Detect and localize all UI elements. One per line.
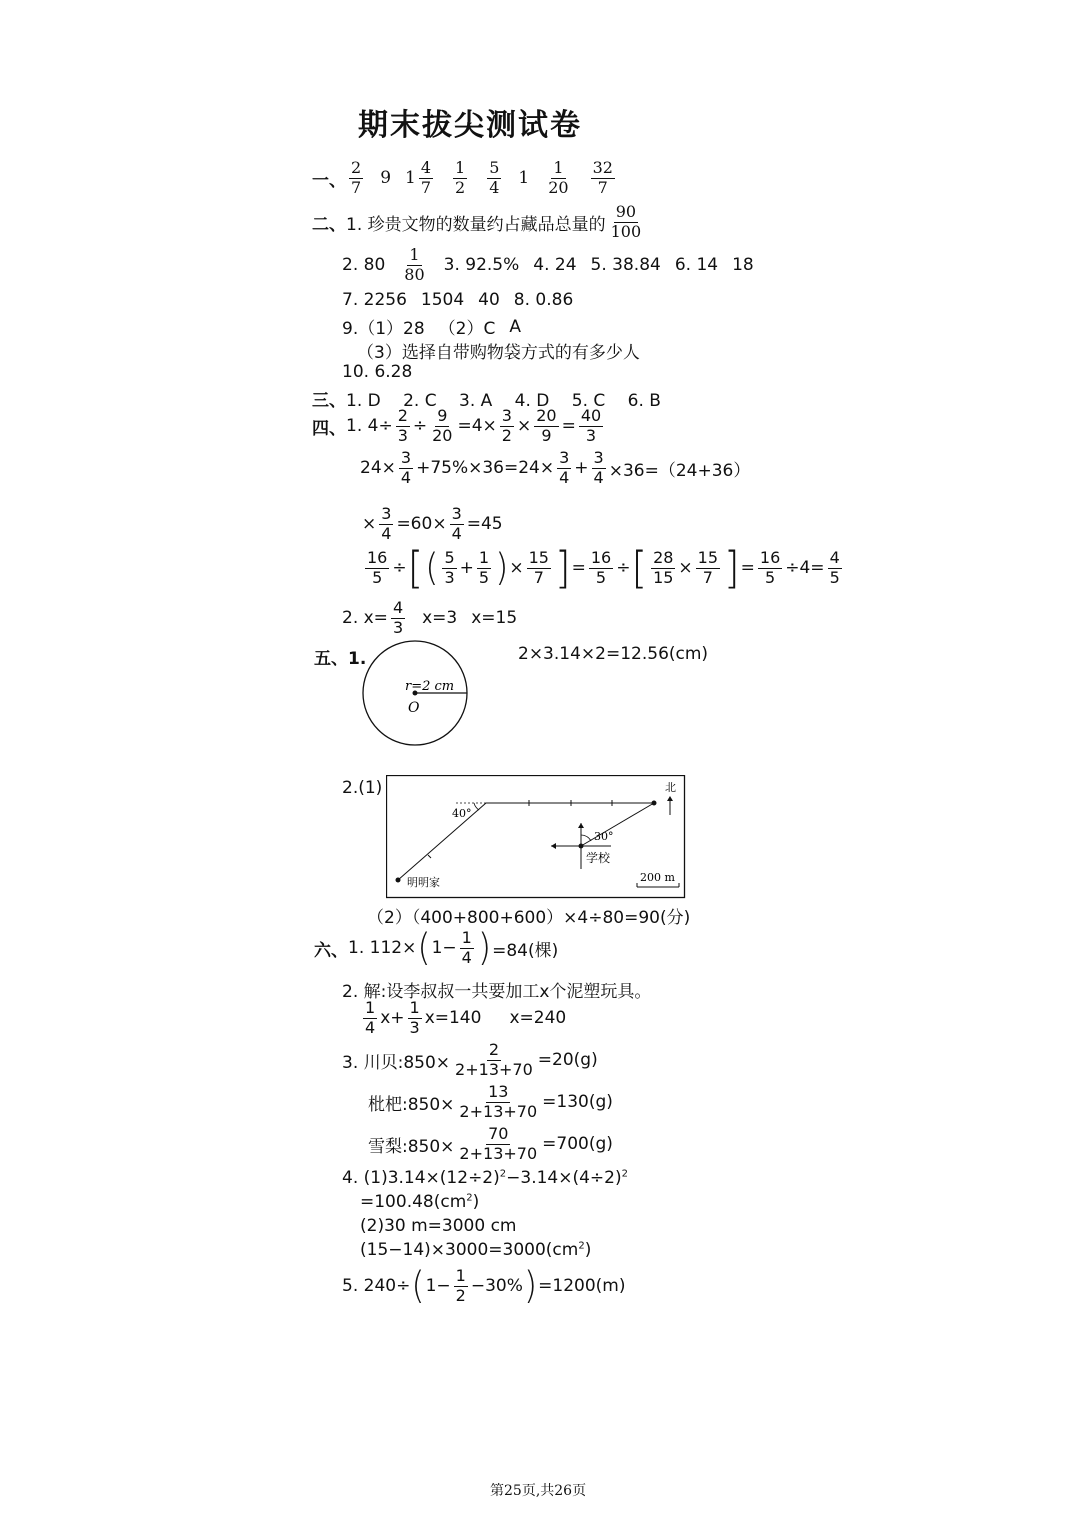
circle-diagram [360, 636, 480, 756]
scale-label: 200 m [640, 871, 675, 884]
section-2-q1 [312, 204, 646, 241]
section-6-q4a: 4. $(1)3.14\times(12\div 2)^2-3.14\times(4\div 2)^2$ [342, 1168, 628, 1188]
section-6-q1: 六、 1. 112× ( 1− $\frac{1}{4}$ ) =84(棵) [314, 926, 559, 971]
section-1-label: 一、 [312, 170, 346, 191]
section-6-q2: 2. 解:设李叔叔一共要加工x个泥塑玩具。 [342, 982, 652, 1002]
section-4-line3: × $\frac{3}{4}$ =60× $\frac{3}{4}$ =45 [362, 504, 503, 543]
section-4-line1: 四、 1. 4÷ $\frac{2}{3}$ ÷ $\frac{9}{20}$ =4× $\frac{3}{2}$ × $\frac{20}{9}$ = $\frac{40}{3}$ [312, 406, 602, 445]
answer: 2. 80 [342, 255, 386, 276]
home-label: 明明家 [407, 876, 440, 889]
section-6-q2-eq: $\frac{1}{4}$ x+ $\frac{1}{3}$ x=140 x=240 [365, 998, 567, 1037]
answer: （2）C [438, 319, 496, 339]
section-6-q3a: 3. 川贝:850× $\frac{2}{2+13+70}$ =20(g) [342, 1040, 598, 1079]
section-6-label: 六、 [314, 940, 348, 961]
section-6-q5: 5. 240÷ ( 1− $\frac{1}{2}$ −30% ) =1200(m) [342, 1264, 626, 1309]
section-5-q2: 2.(1) [342, 778, 383, 798]
section-2-q7-8 [342, 290, 573, 310]
section-6-q4c: (2)30 m=3000 cm [360, 1216, 517, 1236]
section-4-line2: 24× $\frac{3}{4}$ +75%×36=24× $\frac{3}{4}$ + $\frac{3}{4}$ ×36=（24+36） [360, 448, 751, 487]
section-3-label: 三、 [312, 391, 346, 411]
answer: 3. 92.5% [443, 255, 520, 276]
answer-frac: $\frac{2}{7}$ [351, 158, 362, 197]
answer: 5. 38.84 [590, 255, 661, 276]
section-1 [312, 160, 618, 197]
north-label: 北 [665, 781, 676, 794]
answer: 6. 14 [674, 255, 719, 276]
page-title: 期末拔尖测试卷 [358, 108, 582, 143]
answer: 9 [380, 168, 392, 189]
route-map [386, 775, 686, 899]
section-6-q4b: $=100.48(cm^2)$ [360, 1192, 480, 1212]
answer-frac: $\frac{32}{7}$ [592, 158, 613, 197]
answer-frac: $\frac{1}{2}$ [455, 158, 466, 197]
answer: 8. 0.86 [513, 290, 574, 310]
answer: 1504 [420, 290, 465, 310]
answer-text: 1. 珍贵文物的数量约占藏品总量的 [346, 214, 606, 235]
answer-frac: $\frac{90}{100}$ [610, 202, 642, 241]
section-2-q9 [342, 314, 521, 339]
section-4-q2: 2. x= $\frac{4}{3}$ x=3 x=15 [342, 598, 518, 637]
answer-frac: $\frac{1}{80}$ [404, 245, 425, 284]
section-5-q2-answer: （2）（400+800+600）×4÷80=90(分) [367, 908, 691, 928]
section-5-label: 五、1. [314, 649, 367, 669]
section-6-q4d: $(15-14)\times 3000=3000(cm^2)$ [360, 1240, 592, 1260]
answer-frac: $\frac{5}{4}$ [489, 158, 500, 197]
section-2-q2-6 [342, 247, 754, 284]
angle-40-label: 40° [452, 807, 472, 820]
section-4-label: 四、 [312, 418, 346, 439]
answer: 7. 2256 [342, 290, 407, 310]
answer: 18 [732, 255, 754, 276]
page-footer: 第25页,共26页 [490, 1483, 587, 1499]
radius-label: r=2 cm [405, 679, 455, 694]
answer: 4. 24 [533, 255, 577, 276]
section-2-label: 二、 [312, 214, 346, 235]
answer: A [509, 316, 521, 337]
angle-30-label: 30° [594, 830, 614, 843]
section-6-q3b: 枇杷:850× $\frac{13}{2+13+70}$ =130(g) [368, 1082, 613, 1121]
circumference-calc: 2×3.14×2=12.56(cm) [518, 644, 709, 664]
school-label: 学校 [586, 851, 611, 865]
center-label: O [408, 700, 420, 716]
section-6-q3c: 雪梨:850× $\frac{70}{2+13+70}$ =700(g) [368, 1124, 613, 1163]
answer: （3）选择自带购物袋方式的有多少人 [357, 343, 640, 363]
answer: 1 [518, 168, 530, 189]
section-4-line4: $\frac{16}{5}$ ÷ [ ( $\frac{5}{3}$ + $\frac{1}{5}$ ) × $\frac{15}{7}$ ] = $\frac{16}{5}$ ÷ [ $\frac{28}{15}$ × $\frac{15}{7}$ ] = $\frac{16}{5}$ ÷4= $\frac{4}{5}$ [367, 542, 840, 594]
answer: 10. 6.28 [342, 362, 413, 382]
answer-frac: $\frac{1}{20}$ [548, 158, 569, 197]
answer: 1. D 2. C 3. A 4. D 5. C 6. B [346, 391, 661, 411]
answer-mixed: 1 $\frac{4}{7}$ [405, 158, 432, 197]
answer: 40 [478, 290, 500, 310]
answer: 9.（1）28 [342, 319, 425, 339]
